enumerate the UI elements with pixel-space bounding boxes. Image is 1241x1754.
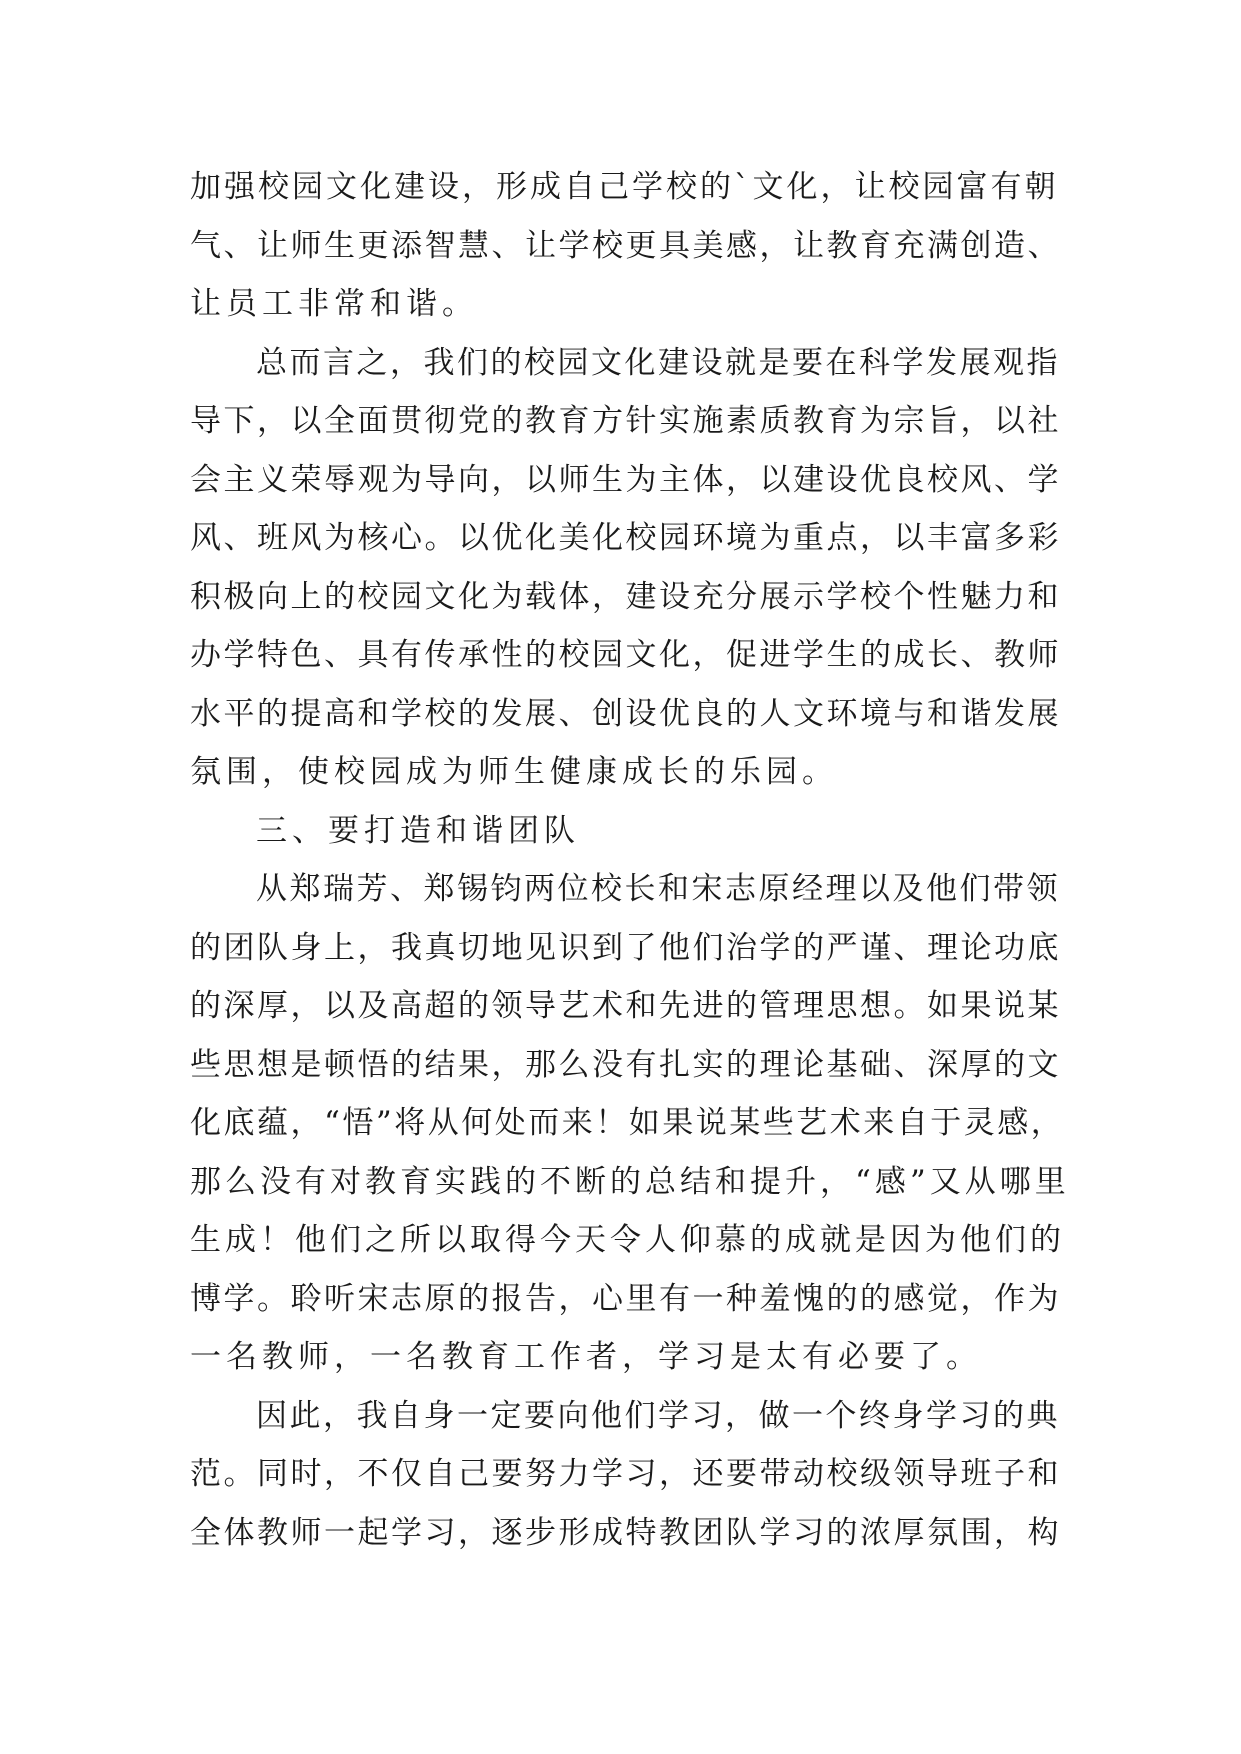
text-line: 范。同时，不仅自己要努力学习，还要带动校级领导班子和 [190,1456,1061,1492]
text-line: 一名教师，一名教育工作者，学习是太有必要了。 [190,1339,982,1375]
text-line: 导下，以全面贯彻党的教育方针实施素质教育为宗旨，以社 [190,403,1061,439]
document-body [190,158,1070,1562]
text-line: 积极向上的校园文化为载体，建设充分展示学校个性魅力和 [190,578,1061,615]
text-line: 风、班风为核心。以优化美化校园环境为重点，以丰富多彩 [190,520,1061,556]
text-line: 会主义荣辱观为导向，以师生为主体，以建设优良校风、学 [190,461,1061,498]
text-line: 的深厚，以及高超的领导艺术和先进的管理思想。如果说某 [190,988,1061,1024]
text-line: 三、要打造和谐团队 [256,812,580,849]
text-line: 办学特色、具有传承性的校园文化，促进学生的成长、教师 [190,637,1061,673]
text-line: 些思想是顿悟的结果，那么没有扎实的理论基础、深厚的文 [190,1046,1061,1083]
text-line: 加强校园文化建设，形成自己学校的`文化，让校园富有朝 [190,169,1059,205]
text-line: 从郑瑞芳、郑锡钧两位校长和宋志原经理以及他们带领 [256,871,1060,907]
text-line: 化底蕴，“悟”将从何处而来！如果说某些艺术来自于灵感， [190,1105,1065,1141]
text-line: 全体教师一起学习，逐步形成特教团队学习的浓厚氛围，构 [190,1514,1061,1551]
text-line: 总而言之，我们的校园文化建设就是要在科学发展观指 [256,344,1060,381]
text-line: 氛围，使校园成为师生健康成长的乐园。 [190,754,838,790]
text-line: 因此，我自身一定要向他们学习，做一个终身学习的典 [256,1397,1060,1434]
text-line: 让员工非常和谐。 [190,286,478,322]
text-line: 气、让师生更添智慧、让学校更具美感，让教育充满创造、 [190,227,1061,264]
text-line: 那么没有对教育实践的不断的总结和提升，“感”又从哪里 [190,1163,1070,1200]
text-line: 博学。聆听宋志原的报告，心里有一种羞愧的的感觉，作为 [190,1280,1061,1317]
text-line: 水平的提高和学校的发展、创设优良的人文环境与和谐发展 [190,695,1061,732]
text-line: 生成！他们之所以取得今天令人仰慕的成就是因为他们的 [190,1222,1065,1258]
text-line: 的团队身上，我真切地见识到了他们治学的严谨、理论功底 [190,929,1061,966]
